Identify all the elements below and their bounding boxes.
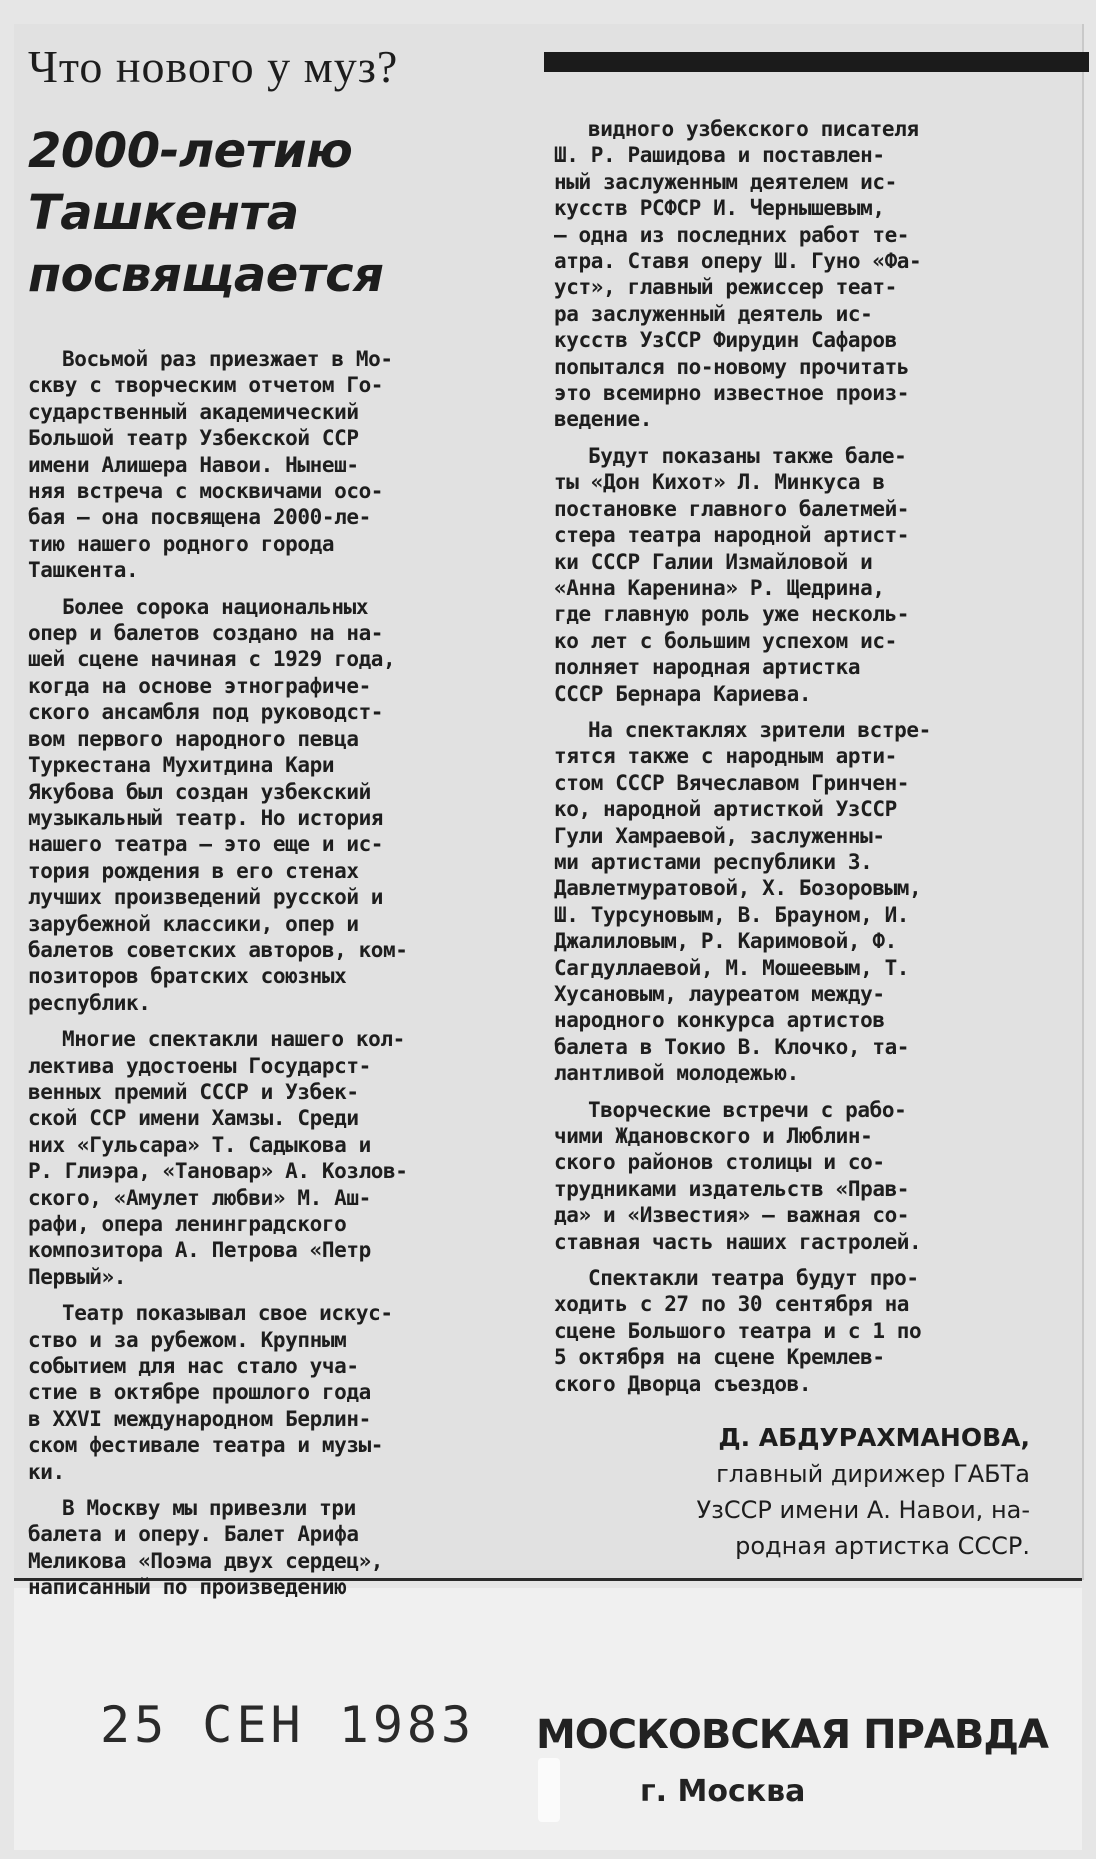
article-line: Спектакли театра будут про-: [588, 1266, 919, 1291]
article-line: лантливой молодежью.: [554, 1061, 799, 1086]
article-line: видного узбекского писателя: [588, 117, 919, 141]
article-line: позиторов братских союзных: [28, 964, 347, 989]
article-line: ской ССР имени Хамзы. Среди: [28, 1106, 359, 1131]
article-line: Р. Глиэра, «Тановар» А. Козлов-: [28, 1159, 408, 1184]
article-line: бая — она посвящена 2000-ле-: [28, 505, 371, 530]
article-line: Творческие встречи с рабо-: [588, 1097, 907, 1122]
article-line: ского ансамбля под руководст-: [28, 700, 384, 725]
article-line: ского, «Амулет любви» М. Аш-: [28, 1185, 371, 1210]
author-title-line: главный дирижер ГАБТа: [716, 1460, 1030, 1488]
article-line: кусств РСФСР И. Чернышевым,: [554, 196, 885, 221]
article-line: стом СССР Вячеславом Гринчен-: [554, 770, 910, 795]
article-line: Театр показывал свое искус-: [62, 1301, 393, 1326]
article-line: ты «Дон Кихот» Л. Минкуса в: [554, 470, 885, 495]
article-line: ки СССР Галии Измайловой и: [554, 549, 873, 574]
article-line: Хусановым, лауреатом между-: [554, 982, 885, 1006]
article-line: На спектаклях зрители встре-: [588, 717, 931, 742]
article-line: ный заслуженным деятелем ис-: [554, 169, 897, 194]
article-line: ство и за рубежом. Крупным: [28, 1327, 347, 1352]
article-line: ском фестивале театра и музы-: [28, 1433, 384, 1458]
author-signature: [560, 1420, 1030, 1564]
rubric-bar: [544, 52, 1089, 72]
article-line: ра заслуженный деятель ис-: [554, 301, 873, 326]
article-paragraph: [28, 1300, 533, 1485]
article-line: ко лет с большим успехом ис-: [554, 628, 897, 653]
newspaper-stamp: МОСКОВСКАЯ ПРАВДА: [536, 1712, 1048, 1758]
article-line: вом первого народного певца: [28, 726, 359, 751]
article-line: стера театра народной артист-: [554, 523, 910, 548]
article-line: Будут показаны также бале-: [588, 443, 907, 468]
article-line: Ташкента.: [28, 558, 139, 583]
article-headline: [28, 120, 548, 306]
article-line: опер и балетов создано на на-: [28, 621, 384, 646]
article-line: имени Алишера Навои. Нынеш-: [28, 452, 359, 477]
article-line: Сагдуллаевой, М. Мошеевым, Т.: [554, 955, 910, 980]
article-line: них «Гульсара» Т. Садыкова и: [28, 1132, 371, 1157]
article-line: — одна из последних работ те-: [554, 222, 910, 247]
paper-tear: [538, 1758, 560, 1822]
article-line: сцене Большого театра и с 1 по: [554, 1318, 922, 1343]
article-line: Ш. Р. Рашидова и поставлен-: [554, 143, 885, 168]
article-paragraph: [554, 717, 1059, 1087]
article-line: кусств УзССР Фирудин Сафаров: [554, 328, 897, 353]
article-line: Гули Хамраевой, заслуженны-: [554, 823, 885, 848]
article-line: полняет народная артистка: [554, 655, 861, 680]
article-line: сударственный академический: [28, 399, 359, 424]
article-line: Джалиловым, Р. Каримовой, Ф.: [554, 929, 897, 954]
headline-line: посвящается: [28, 247, 384, 303]
article-line: Более сорока национальных: [62, 594, 369, 619]
article-line: ми артистами республики З.: [554, 849, 873, 874]
article-line: событием для нас стало уча-: [28, 1354, 359, 1379]
article-line: Меликова «Поэма двух сердец»,: [28, 1548, 384, 1573]
article-paragraph: [554, 1097, 1059, 1255]
headline-line: 2000-летию: [28, 123, 353, 179]
article-line: зарубежной классики, опер и: [28, 911, 359, 936]
article-line: уст», главный режиссер теат-: [554, 275, 897, 300]
article-line: ставная часть наших гастролей.: [554, 1229, 922, 1254]
author-title-line: УзССР имени А. Навои, на-: [696, 1496, 1030, 1524]
article-line: Якубова был создан узбекский: [28, 779, 371, 804]
article-paragraph: [28, 594, 533, 1017]
article-line: скву с творческим отчетом Го-: [28, 373, 384, 398]
article-line: республик.: [28, 990, 151, 1015]
article-line: нашего театра — это еще и ис-: [28, 832, 384, 857]
article-line: музыкальный театр. Но история: [28, 805, 384, 830]
article-line: Ш. Турсуновым, В. Брауном, И.: [554, 902, 910, 927]
article-line: венных премий СССР и Узбек-: [28, 1079, 359, 1104]
date-stamp: 25 СЕН 1983: [100, 1696, 476, 1754]
article-line: ко, народной артисткой УзССР: [554, 797, 897, 822]
article-line: да» и «Известия» — важная со-: [554, 1203, 910, 1228]
article-paragraph: [28, 1026, 533, 1290]
article-line: Давлетмуратовой, Х. Бозоровым,: [554, 876, 922, 901]
article-line: 5 октября на сцене Кремлев-: [554, 1345, 885, 1370]
article-line: Большой театр Узбекской ССР: [28, 426, 359, 451]
article-line: балетов советских авторов, ком-: [28, 937, 408, 962]
article-line: постановке главного балетмей-: [554, 496, 910, 521]
rubric-title: Что нового у муз?: [28, 41, 399, 92]
article-line: шей сцене начиная с 1929 года,: [28, 647, 396, 672]
article-line: балета и оперу. Балет Арифа: [28, 1522, 359, 1547]
article-line: это всемирно известное произ-: [554, 381, 910, 406]
article-line: В Москву мы привезли три: [62, 1496, 356, 1521]
article-paragraph: [28, 1495, 533, 1601]
article-line: Восьмой раз приезжает в Мо-: [62, 347, 393, 371]
article-paragraph: [554, 1265, 1059, 1397]
headline-line: Ташкента: [28, 185, 299, 241]
article-line: композитора А. Петрова «Петр: [28, 1238, 371, 1263]
article-line: попытался по-новому прочитать: [554, 354, 910, 379]
article-line: лучших произведений русской и: [28, 885, 384, 910]
article-line: народного конкурса артистов: [554, 1008, 885, 1033]
article-line: ского районов столицы и со-: [554, 1150, 885, 1175]
article-line: ходить с 27 по 30 сентября на: [554, 1292, 910, 1317]
article-line: ки.: [28, 1459, 65, 1484]
article-line: Первый».: [28, 1264, 126, 1289]
article-line: трудниками издательств «Прав-: [554, 1176, 910, 1201]
article-line: СССР Бернара Кариева.: [554, 681, 812, 706]
article-line: атра. Ставя оперу Ш. Гуно «Фа-: [554, 249, 922, 274]
article-column-left: [28, 346, 533, 1611]
article-line: чими Ждановского и Люблин-: [554, 1124, 873, 1149]
article-line: ведение.: [554, 407, 652, 432]
article-line: когда на основе этнографиче-: [28, 673, 371, 698]
article-line: Туркестана Мухитдина Кари: [28, 753, 335, 778]
article-line: «Анна Каренина» Р. Щедрина,: [554, 575, 885, 600]
article-paragraph: [554, 116, 1059, 433]
article-line: написанный по произведению: [28, 1575, 347, 1600]
article-line: где главную роль уже несколь-: [554, 602, 910, 627]
author-name: Д. АБДУРАХМАНОВА,: [718, 1423, 1030, 1452]
article-line: тятся также с народным арти-: [554, 744, 897, 769]
article-line: стие в октябре прошлого года: [28, 1380, 371, 1405]
article-line: тория рождения в его стенах: [28, 858, 359, 883]
article-paragraph: [28, 346, 533, 584]
article-line: балета в Токио В. Клочко, та-: [554, 1034, 910, 1059]
article-line: рафи, опера ленинградского: [28, 1212, 347, 1236]
author-title-line: родная артистка СССР.: [735, 1532, 1030, 1560]
article-line: тию нашего родного города: [28, 531, 335, 556]
article-paragraph: [554, 443, 1059, 707]
article-line: няя встреча с москвичами осо-: [28, 479, 384, 504]
city-stamp: г. Москва: [640, 1774, 806, 1809]
article-line: в XXVI международном Берлин-: [28, 1406, 371, 1431]
article-column-right: [554, 116, 1059, 1407]
article-line: ского Дворца съездов.: [554, 1371, 812, 1396]
article-line: лектива удостоены Государст-: [28, 1053, 371, 1078]
article-line: Многие спектакли нашего кол-: [62, 1027, 405, 1052]
